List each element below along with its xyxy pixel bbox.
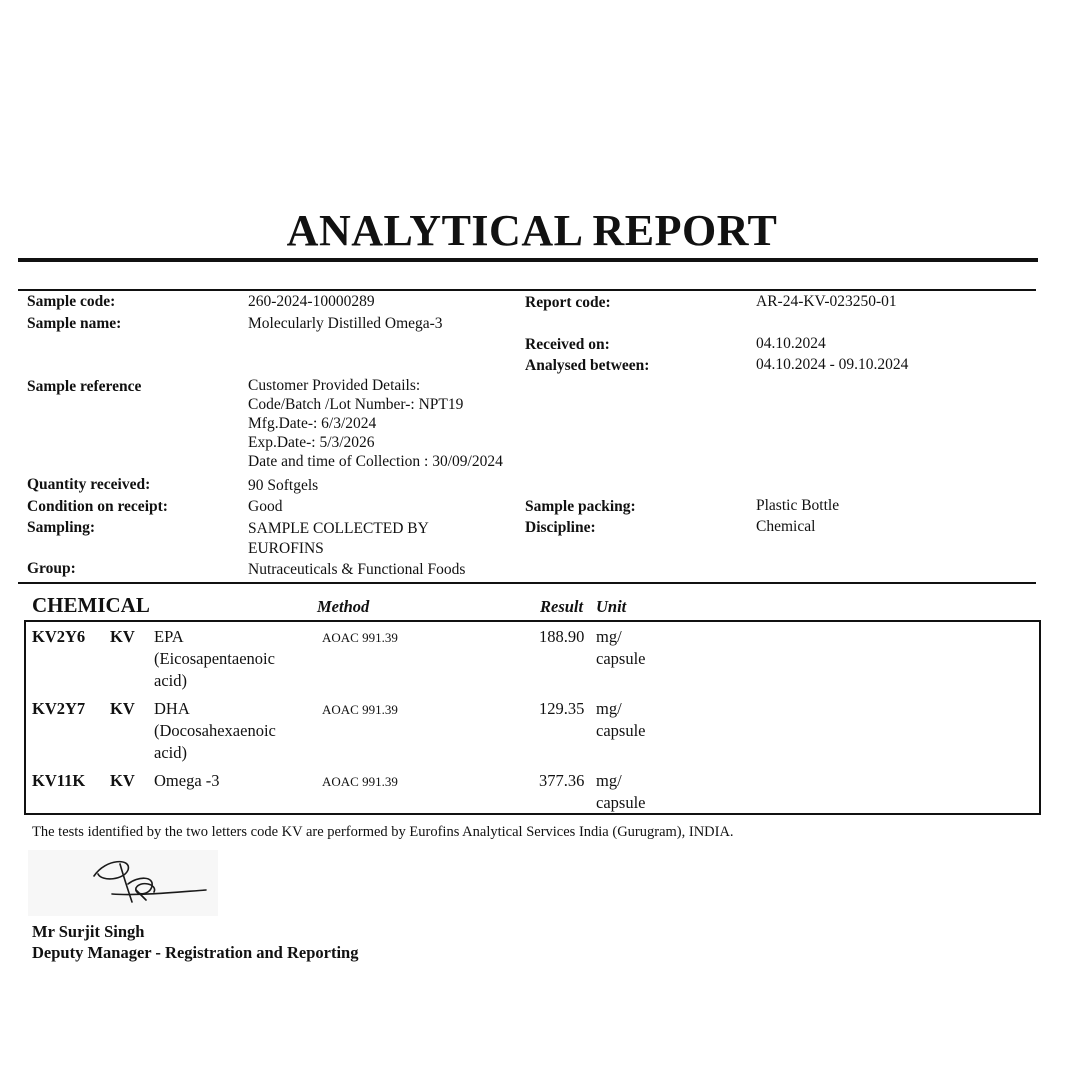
parameter-line: DHA (154, 699, 190, 718)
parameter-line: acid) (154, 671, 187, 690)
result-value: 377.36 (539, 771, 585, 790)
unit-header: Unit (596, 597, 627, 616)
unit-line: mg/ (596, 771, 622, 790)
discipline-value: Chemical (756, 518, 816, 535)
report-code-label: Report code: (525, 294, 611, 311)
unit-line: capsule (596, 793, 646, 812)
lab-code: KV (110, 699, 135, 718)
signatory-name: Mr Surjit Singh (32, 922, 145, 941)
unit-line: capsule (596, 721, 646, 740)
test-code: KV2Y7 (32, 699, 86, 718)
method-value: AOAC 991.39 (322, 630, 398, 645)
parameter-line: (Eicosapentaenoic (154, 649, 275, 668)
sample-name-label: Sample name: (27, 315, 122, 332)
condition-value: Good (248, 498, 283, 515)
sample-code-label: Sample code: (27, 293, 116, 310)
sample-reference-value (248, 376, 503, 471)
report-title: ANALYTICAL REPORT (286, 206, 778, 255)
received-on-label: Received on: (525, 336, 610, 353)
received-on-value: 04.10.2024 (756, 335, 826, 352)
result-value: 129.35 (539, 699, 585, 718)
lab-code: KV (110, 771, 135, 790)
unit-line: capsule (596, 649, 646, 668)
test-code: KV2Y6 (32, 627, 86, 646)
discipline-label: Discipline: (525, 519, 596, 536)
sample-reference-label: Sample reference (27, 378, 142, 395)
info-bottom-divider (18, 582, 1036, 584)
method-value: AOAC 991.39 (322, 774, 398, 789)
sample-reference-line: Customer Provided Details: (248, 377, 421, 394)
parameter-line: Omega -3 (154, 771, 220, 790)
title-divider (18, 258, 1038, 262)
parameter-name (154, 698, 276, 764)
quantity-label: Quantity received: (27, 476, 151, 493)
parameter-name (154, 770, 220, 792)
parameter-line: (Docosahexaenoic (154, 721, 276, 740)
sample-code-value: 260-2024-10000289 (248, 293, 375, 310)
sampling-line: EUROFINS (248, 540, 324, 557)
signature-image (28, 850, 218, 920)
parameter-line: EPA (154, 627, 184, 646)
lab-code: KV (110, 627, 135, 646)
report-code-value: AR-24-KV-023250-01 (756, 293, 897, 310)
signatory-title: Deputy Manager - Registration and Reporting (32, 943, 359, 962)
sample-name-value: Molecularly Distilled Omega-3 (248, 315, 443, 332)
sample-packing-label: Sample packing: (525, 498, 636, 515)
test-code: KV11K (32, 771, 86, 790)
sample-packing-value: Plastic Bottle (756, 497, 840, 514)
method-value: AOAC 991.39 (322, 702, 398, 717)
sample-reference-line: Exp.Date-: 5/3/2026 (248, 434, 375, 451)
sample-reference-line: Mfg.Date-: 6/3/2024 (248, 415, 377, 432)
result-header: Result (540, 597, 584, 616)
unit-value (596, 626, 645, 670)
condition-label: Condition on receipt: (27, 498, 168, 515)
footnote: The tests identified by the two letters code KV are performed by Eurofins Analytical Services India (Gurugram), INDIA. (32, 824, 734, 840)
sampling-line: SAMPLE COLLECTED BY (248, 520, 429, 537)
group-label: Group: (27, 560, 76, 577)
group-value: Nutraceuticals & Functional Foods (248, 561, 466, 578)
sample-reference-line: Code/Batch /Lot Number-: NPT19 (248, 396, 464, 413)
parameter-name (154, 626, 275, 692)
method-header: Method (317, 597, 370, 616)
analysed-between-value: 04.10.2024 - 09.10.2024 (756, 356, 909, 373)
analysed-between-label: Analysed between: (525, 357, 650, 374)
unit-value (596, 698, 645, 742)
unit-line: mg/ (596, 627, 622, 646)
info-top-divider (18, 289, 1036, 291)
result-value: 188.90 (539, 627, 585, 646)
sampling-value (248, 519, 429, 559)
quantity-value: 90 Softgels (248, 477, 319, 494)
unit-value (596, 770, 645, 814)
section-title: CHEMICAL (32, 593, 150, 617)
parameter-line: acid) (154, 743, 187, 762)
sampling-label: Sampling: (27, 519, 96, 536)
unit-line: mg/ (596, 699, 622, 718)
sample-reference-line: Date and time of Collection : 30/09/2024 (248, 453, 503, 470)
